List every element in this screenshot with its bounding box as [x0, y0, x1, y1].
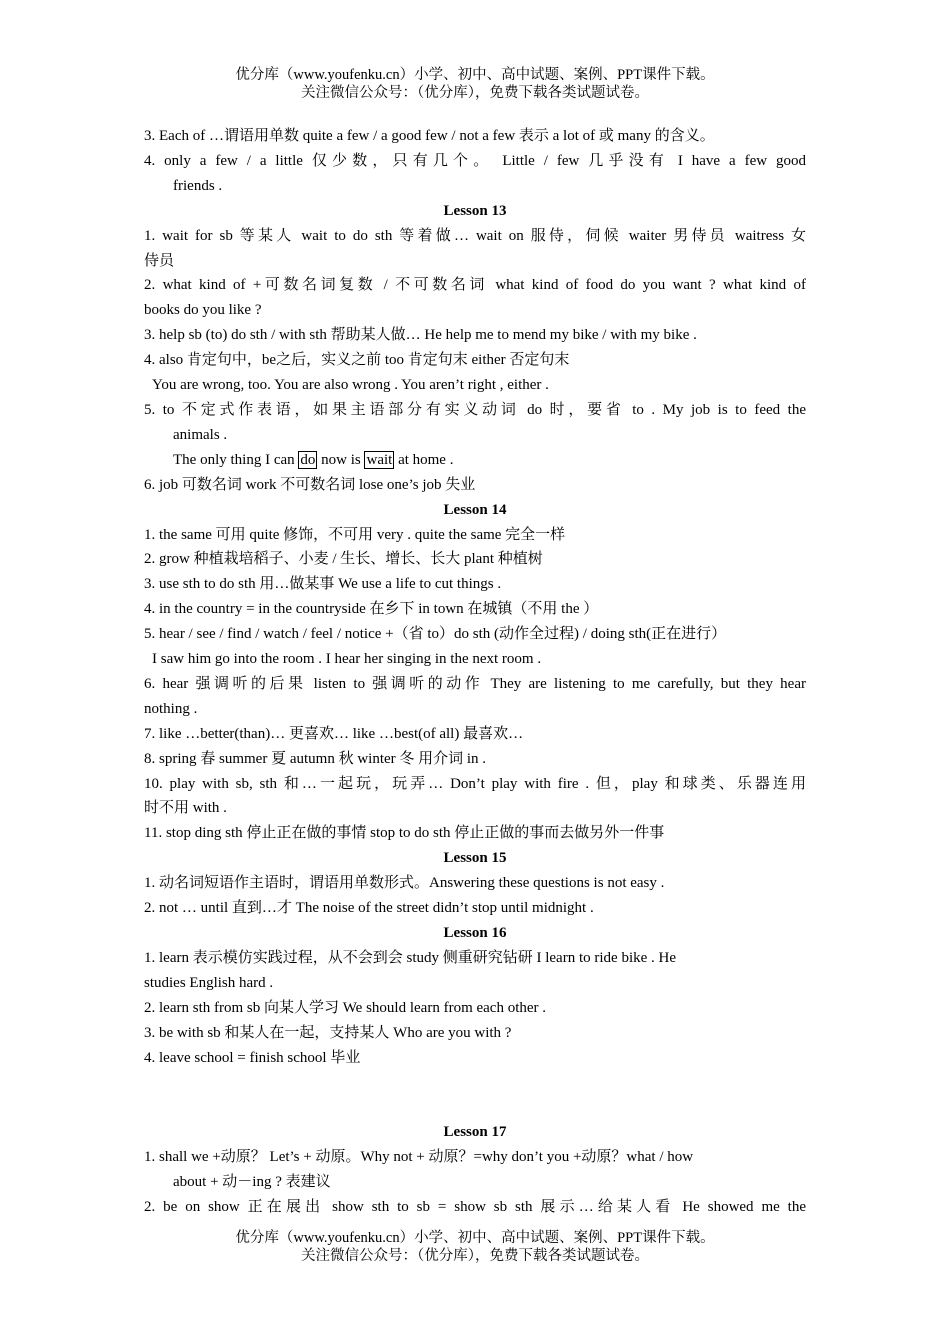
note-line: 3. use sth to do sth 用…做某事 We use a life to cut things .: [144, 576, 502, 593]
note-line: 4. leave school = finish school 毕业: [144, 1049, 361, 1066]
note-line: 10. play with sb, sth 和…一起玩，玩弄… Don’t play with fire . 但，play 和球类、乐器连用: [144, 775, 806, 792]
note-line: nothing .: [144, 700, 198, 717]
note-line: 3. Each of …谓语用单数 quite a few / a good few / not a few 表示 a lot of 或 many 的含义。: [144, 128, 715, 144]
sentence-part: now is: [317, 451, 365, 468]
page-header: [0, 66, 950, 102]
note-line: 6. job 可数名词 work 不可数名词 lose one’s job 失业: [144, 476, 476, 493]
note-line: 7. like …better(than)… 更喜欢… like …best(of all) 最喜欢…: [144, 725, 524, 742]
note-line: 1. wait for sb 等某人 wait to do sth 等着做… wait on 服侍，伺候 waiter 男侍员 waitress 女: [144, 227, 806, 244]
lesson-15-heading: Lesson 15: [443, 850, 507, 867]
note-line: 侍员: [144, 252, 175, 269]
note-line: 5. hear / see / find / watch / feel / notice +（省 to）do sth (动作全过程) / doing sth(正在进行）: [144, 626, 727, 643]
note-line: I saw him go into the room . I hear her singing in the next room .: [152, 651, 542, 668]
note-line: 4. only a few / a little 仅少数，只有几个。 Little / few 几乎没有 I have a few good: [144, 152, 806, 169]
note-line: studies English hard .: [144, 974, 274, 991]
note-line: about + 动－ing ? 表建议: [173, 1174, 331, 1191]
note-line: 1. learn 表示模仿实践过程，从不会到会 study 侧重研究钻研 I learn to ride bike . He: [144, 949, 677, 966]
note-line: 11. stop ding sth 停止正在做的事情 stop to do sth 停止正做的事而去做另外一件事: [144, 825, 665, 842]
note-line: 2. be on show 正在展出 show sth to sb = show sb sth 展示…给某人看 He showed me the: [144, 1198, 806, 1215]
note-line: You are wrong, too. You are also wrong . You aren’t right , either .: [152, 377, 549, 394]
spacer: [144, 1070, 806, 1120]
note-line: 5. to 不定式作表语，如果主语部分有实义动词 do 时，要省 to . My job is to feed the: [144, 401, 806, 418]
note-line: 1. the same 可用 quite 修饰，不可用 very . quite the same 完全一样: [144, 526, 566, 543]
boxed-word-wait: wait: [366, 451, 393, 468]
lesson-13-heading: Lesson 13: [443, 202, 507, 219]
note-line: 2. what kind of +可数名词复数 / 不可数名词 what kind of food do you want ? what kind of: [144, 277, 806, 294]
note-line: books do you like ?: [144, 302, 262, 319]
footer-line-1: 优分库（www.youfenku.cn）小学、初中、高中试题、案例、PPT课件下载。: [235, 1230, 715, 1246]
note-line: 2. learn sth from sb 向某人学习 We should learn from each other .: [144, 999, 547, 1016]
note-line: 2. grow 种植栽培稻子、小麦 / 生长、增长、长大 plant 种植树: [144, 551, 543, 568]
header-line-1: 优分库（www.youfenku.cn）小学、初中、高中试题、案例、PPT课件下载。: [235, 67, 715, 83]
note-line: friends .: [173, 177, 223, 194]
note-line: 1. 动名词短语作主语时，谓语用单数形式。Answering these questions is not easy .: [144, 875, 665, 892]
note-line: animals .: [173, 426, 228, 443]
note-line: 4. also 肯定句中，be之后，实义之前 too 肯定句末 either 否定句末: [144, 352, 570, 369]
example-sentence: [144, 448, 806, 473]
note-line: 3. be with sb 和某人在一起，支持某人 Who are you with ?: [144, 1024, 512, 1041]
boxed-word-do: do: [300, 451, 316, 468]
note-line: 1. shall we +动原？ Let’s + 动原。Why not + 动原？=why don’t you +动原？what / how: [144, 1149, 694, 1166]
sentence-part: The only thing I can: [173, 451, 299, 468]
lesson-16-heading: Lesson 16: [443, 925, 507, 941]
document-body: [144, 124, 806, 1220]
header-line-2: 关注微信公众号：（优分库），免费下载各类试题试卷。: [301, 85, 649, 101]
note-line: 8. spring 春 summer 夏 autumn 秋 winter 冬 用介词 in .: [144, 750, 487, 767]
note-line: 3. help sb (to) do sth / with sth 帮助某人做… He help me to mend my bike / with my bike .: [144, 327, 697, 344]
lesson-14-heading: Lesson 14: [443, 501, 507, 518]
note-line: 6. hear 强调听的后果 listen to 强调听的动作 They are listening to me carefully, but they hear: [144, 675, 806, 692]
note-line: 时不用 with .: [144, 800, 227, 817]
page-footer: [0, 1229, 950, 1265]
lesson-17-heading: Lesson 17: [443, 1124, 507, 1141]
footer-line-2: 关注微信公众号：（优分库），免费下载各类试题试卷。: [301, 1248, 649, 1264]
note-line: 4. in the country = in the countryside 在乡下 in town 在城镇（不用 the ）: [144, 601, 599, 618]
note-line: 2. not … until 直到…才 The noise of the street didn’t stop until midnight .: [144, 900, 594, 917]
sentence-part: at home .: [394, 451, 454, 468]
